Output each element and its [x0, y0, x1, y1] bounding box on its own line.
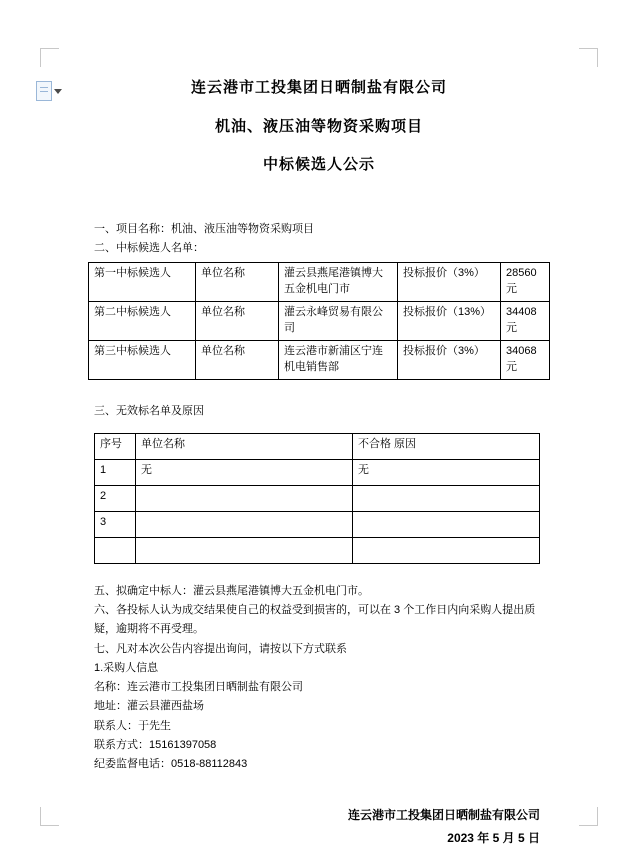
column-header-reason: 不合格 原因: [353, 433, 540, 459]
row-name: [136, 537, 353, 563]
section-seven-text: 七、凡对本次公告内容提出询问，请按以下方式联系: [94, 642, 347, 655]
title-line-3: 中标候选人公示: [262, 156, 375, 173]
row-no: 1: [95, 459, 136, 485]
unit-label: 单位名称: [196, 263, 279, 302]
row-name: [136, 511, 353, 537]
section-six-text: 六、各投标人认为成交结果使自己的权益受到损害的，可以在 3 个工作日内向采购人提出质疑，逾期将不再受理。: [94, 604, 536, 636]
unit-name: 灌云永峰贸易有限公司: [279, 301, 398, 340]
crop-mark-bottom-right: [579, 807, 598, 826]
row-name: [136, 485, 353, 511]
signature-block: [88, 804, 550, 850]
signature-date: 2023 年 5 月 5 日: [447, 831, 540, 846]
row-no: 3: [95, 511, 136, 537]
section-five-text: 五、拟确定中标人：灌云县燕尾港镇博大五金机电门市。: [94, 584, 369, 597]
row-reason: [353, 511, 540, 537]
table-row: [89, 263, 550, 302]
candidate-rank: 第二中标候选人: [89, 301, 196, 340]
crop-mark-top-left: [40, 48, 59, 67]
crop-mark-top-right: [579, 48, 598, 67]
chevron-down-icon[interactable]: [54, 89, 62, 94]
candidate-rank: 第三中标候选人: [89, 340, 196, 379]
row-name: 无: [136, 459, 353, 485]
document-title-block: [88, 78, 550, 175]
table-row: [95, 485, 540, 511]
price-label: 投标报价（3%）: [398, 340, 501, 379]
page-icon: [36, 81, 52, 101]
contact-address: 地址：灌云县灌西盐场: [94, 700, 204, 713]
candidate-rank: 第一中标候选人: [89, 263, 196, 302]
row-reason: [353, 485, 540, 511]
contact-name: 名称：连云港市工投集团日晒制盐有限公司: [94, 681, 303, 694]
supervision-phone: 纪委监督电话：0518-88112843: [94, 758, 248, 771]
closing-sections: [94, 582, 550, 775]
row-no: 2: [95, 485, 136, 511]
row-reason: [353, 537, 540, 563]
candidates-table: [88, 262, 550, 380]
contact-person: 联系人：于先生: [94, 719, 171, 732]
candidates-heading: 二、中标候选人名单：: [94, 241, 204, 254]
price-label: 投标报价（3%）: [398, 263, 501, 302]
table-header-row: [95, 433, 540, 459]
section-one-text: [94, 220, 550, 259]
table-row: [95, 511, 540, 537]
price-value: 28560 元: [501, 263, 550, 302]
table-row: [89, 301, 550, 340]
row-reason: 无: [353, 459, 540, 485]
table-row: [95, 537, 540, 563]
table-row: [89, 340, 550, 379]
price-value: 34068 元: [501, 340, 550, 379]
document-content: [88, 74, 550, 850]
unit-name: 连云港市新浦区宁连机电销售部: [279, 340, 398, 379]
contact-phone: 联系方式：15161397058: [94, 738, 217, 751]
invalid-bids-table: [94, 433, 540, 564]
unit-name: 灌云县燕尾港镇博大五金机电门市: [279, 263, 398, 302]
column-header-name: 单位名称: [136, 433, 353, 459]
column-header-no: 序号: [95, 433, 136, 459]
title-line-2: 机油、液压油等物资采购项目: [214, 117, 423, 135]
project-name-line: 一、项目名称：机油、液压油等物资采购项目: [94, 222, 314, 235]
title-line-1: 连云港市工投集团日晒制盐有限公司: [190, 79, 447, 96]
document-thumbnail-icon[interactable]: [36, 80, 62, 102]
invalid-list-heading: 三、无效标名单及原因: [94, 404, 204, 417]
unit-label: 单位名称: [196, 301, 279, 340]
crop-mark-bottom-left: [40, 807, 59, 826]
section-three-text: [94, 402, 550, 421]
price-value: 34408 元: [501, 301, 550, 340]
row-no: [95, 537, 136, 563]
signature-company: 连云港市工投集团日晒制盐有限公司: [347, 808, 540, 823]
price-label: 投标报价（13%）: [398, 301, 501, 340]
contact-heading: 1.采购人信息: [94, 661, 159, 674]
table-row: [95, 459, 540, 485]
unit-label: 单位名称: [196, 340, 279, 379]
